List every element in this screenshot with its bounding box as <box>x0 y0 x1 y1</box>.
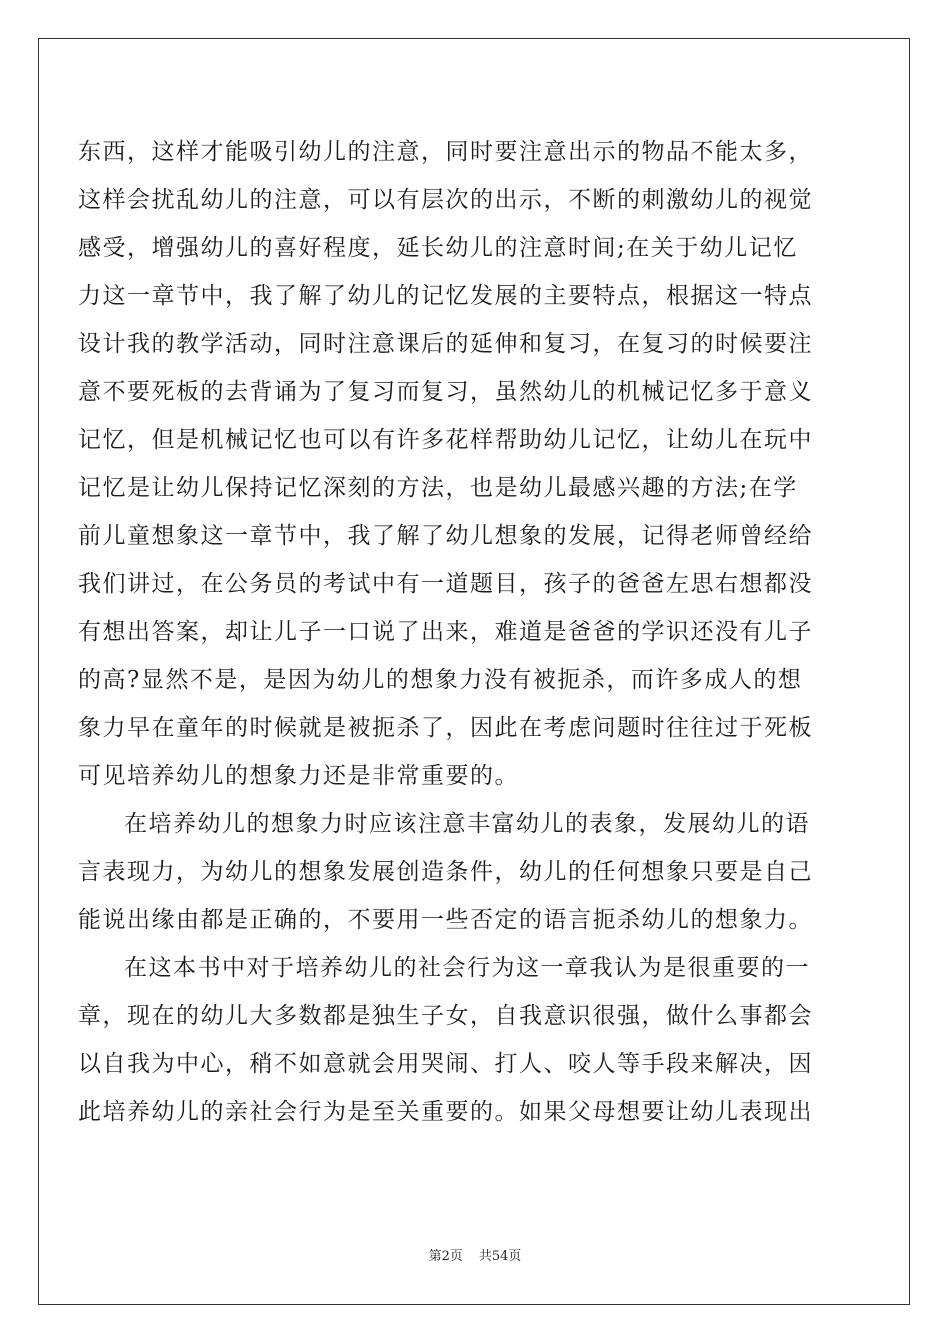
text-line: 前儿童想象这一章节中，我了解了幼儿想象的发展，记得老师曾经给 <box>78 523 813 549</box>
document-body <box>78 128 874 1136</box>
text-line: 东西，这样才能吸引幼儿的注意，同时要注意出示的物品不能太多， <box>78 139 813 165</box>
text-line: 章，现在的幼儿大多数都是独生子女，自我意识很强，做什么事都会 <box>78 1003 813 1029</box>
page-number: 第2页 <box>428 1249 463 1264</box>
text-line: 我们讲过，在公务员的考试中有一道题目，孩子的爸爸左思右想都没 <box>78 571 813 597</box>
text-line: 可见培养幼儿的想象力还是非常重要的。 <box>78 763 519 789</box>
text-line: 这样会扰乱幼儿的注意，可以有层次的出示，不断的刺激幼儿的视觉 <box>78 187 813 213</box>
text-line: 有想出答案，却让儿子一口说了出来，难道是爸爸的学识还没有儿子 <box>78 619 813 645</box>
text-line: 以自我为中心，稍不如意就会用哭闹、打人、咬人等手段来解决，因 <box>78 1051 813 1077</box>
text-line: 设计我的教学活动，同时注意课后的延伸和复习，在复习的时候要注 <box>78 331 813 357</box>
text-line: 此培养幼儿的亲社会行为是至关重要的。如果父母想要让幼儿表现出 <box>78 1099 813 1125</box>
text-line: 言表现力，为幼儿的想象发展创造条件，幼儿的任何想象只要是自己 <box>78 859 813 885</box>
text-line: 力这一章节中，我了解了幼儿的记忆发展的主要特点，根据这一特点 <box>78 283 813 309</box>
text-line: 意不要死板的去背诵为了复习而复习，虽然幼儿的机械记忆多于意义 <box>78 379 813 405</box>
text-line: 记忆是让幼儿保持记忆深刻的方法，也是幼儿最感兴趣的方法;在学 <box>78 475 798 501</box>
text-line: 在这本书中对于培养幼儿的社会行为这一章我认为是很重要的一 <box>124 955 810 981</box>
text-line: 的高?显然不是，是因为幼儿的想象力没有被扼杀，而许多成人的想 <box>78 667 803 693</box>
text-line: 记忆，但是机械记忆也可以有许多花样帮助幼儿记忆，让幼儿在玩中 <box>78 427 813 453</box>
text-line: 在培养幼儿的想象力时应该注意丰富幼儿的表象，发展幼儿的语 <box>124 811 810 837</box>
text-line: 象力早在童年的时候就是被扼杀了，因此在考虑问题时往往过于死板 <box>78 715 813 741</box>
page-footer <box>0 1245 950 1264</box>
page-total: 共54页 <box>478 1249 522 1264</box>
text-line: 能说出缘由都是正确的，不要用一些否定的语言扼杀幼儿的想象力。 <box>78 907 813 933</box>
text-line: 感受，增强幼儿的喜好程度，延长幼儿的注意时间;在关于幼儿记忆 <box>78 235 798 261</box>
